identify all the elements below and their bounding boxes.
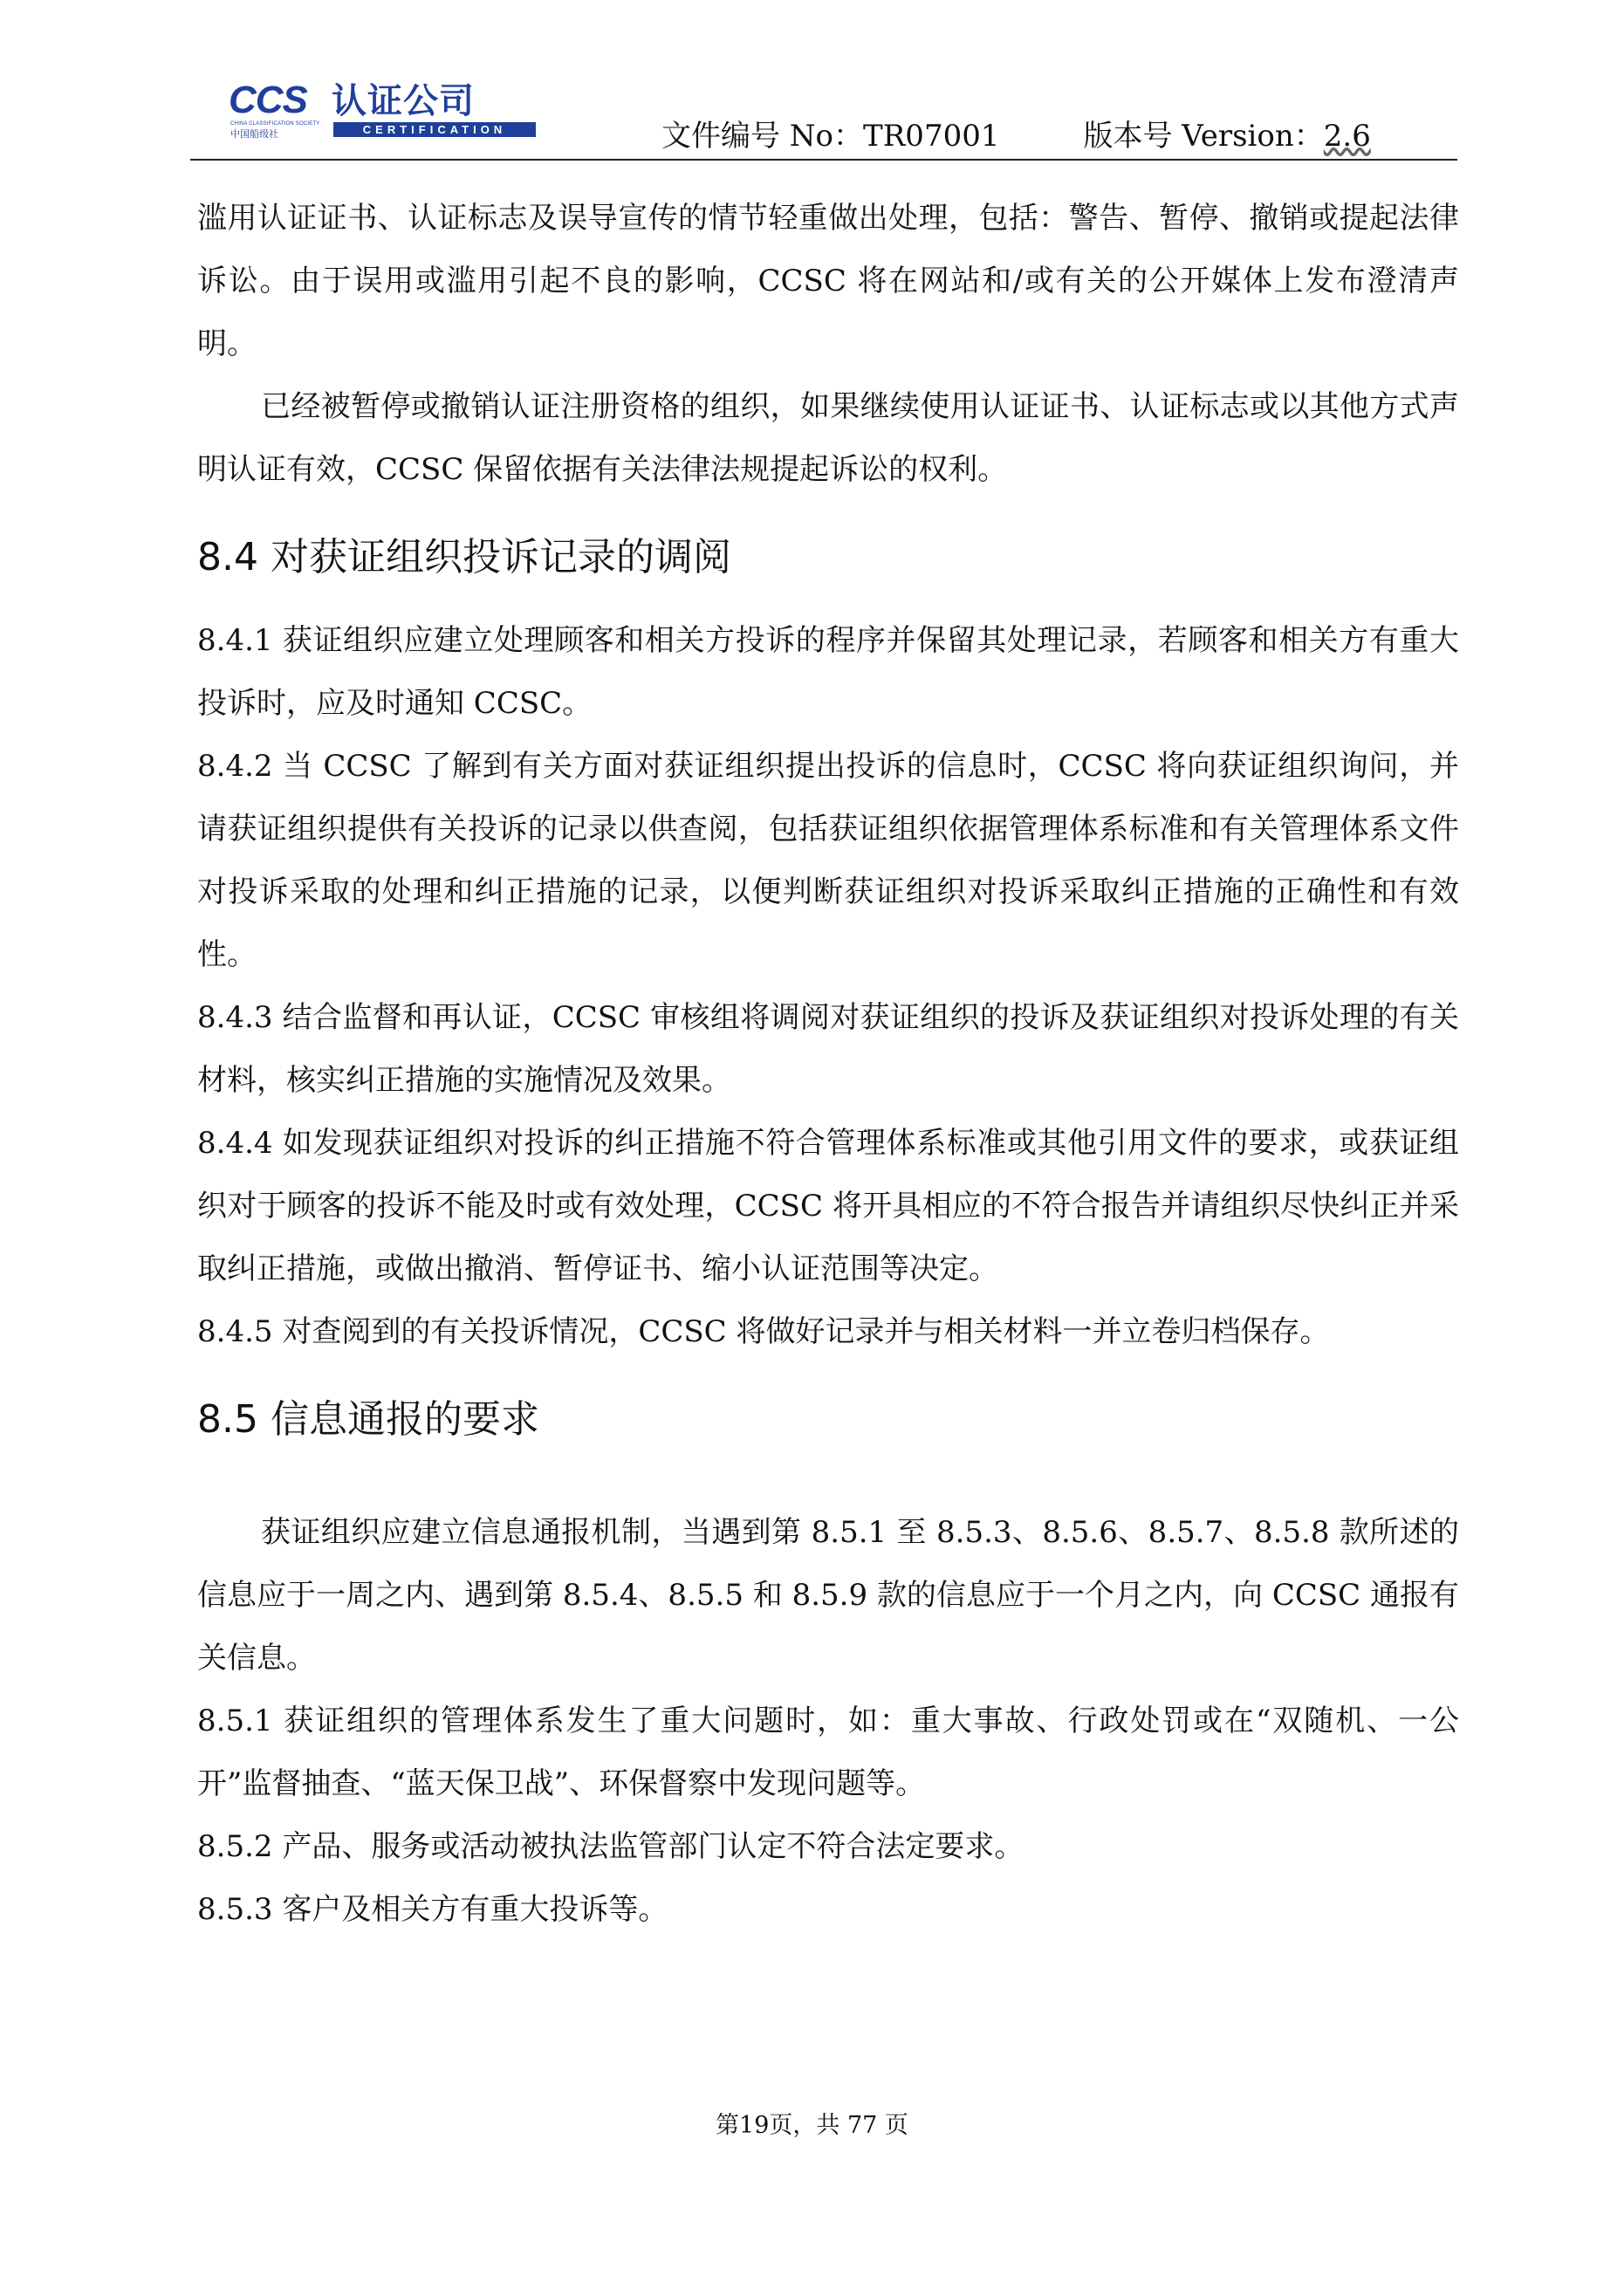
company-logo <box>229 80 538 143</box>
logo-certification-bar: CERTIFICATION <box>333 122 536 137</box>
logo-company-name: 认证公司 <box>332 81 475 121</box>
version-number: 2.6 <box>1323 119 1371 154</box>
document-body <box>197 187 1459 1941</box>
page-footer <box>0 2112 1624 2140</box>
clause-8-4-1: 8.4.1 获证组织应建立处理顾客和相关方投诉的程序并保留其处理记录，若顾客和相关方有重大投诉时，应及时通知 CCSC。 <box>197 623 1459 721</box>
section-8-5-intro: 获证组织应建立信息通报机制，当遇到第 8.5.1 至 8.5.3、8.5.6、8.5.7、8.5.8 款所述的信息应于一周之内、遇到第 8.5.4、8.5.5 和 8.5.9 款的信息应于一个月之内，向 CCSC 通报有关信息。 <box>197 1515 1459 1676</box>
doc-number: TR07001 <box>863 119 1000 154</box>
clause-8-4-4: 8.4.4 如发现获证组织对投诉的纠正措施不符合管理体系标准或其他引用文件的要求，或获证组织对于顾客的投诉不能及时或有效处理，CCSC 将开具相应的不符合报告并请组织尽快纠正并采取纠正措施，或做出撤消、暂停证书、缩小认证范围等决定。 <box>197 1126 1459 1286</box>
clause-8-4-2: 8.4.2 当 CCSC 了解到有关方面对获证组织提出投诉的信息时，CCSC 将向获证组织询问，并请获证组织提供有关投诉的记录以供查阅，包括获证组织依据管理体系标准和有关管理体系文件对投诉采取的处理和纠正措施的记录，以便判断获证组织对投诉采取纠正措施的正确性和有效性。 <box>197 749 1459 972</box>
clause-8-4-5: 8.4.5 对查阅到的有关投诉情况，CCSC 将做好记录并与相关材料一并立卷归档保存。 <box>197 1314 1330 1349</box>
logo-subline-cn: 中国船级社 <box>230 128 278 140</box>
clause-8-5-2: 8.5.2 产品、服务或活动被执法监管部门认定不符合法定要求。 <box>197 1829 1024 1864</box>
section-8-4-heading: 8.4 对获证组织投诉记录的调阅 <box>197 535 731 579</box>
logo-mark: CCS <box>229 79 307 121</box>
logo-subline-en: CHINA CLASSIFICATION SOCIETY <box>230 121 320 127</box>
paragraph-intro-2: 已经被暂停或撤销认证注册资格的组织，如果继续使用认证证书、认证标志或以其他方式声明认证有效，CCSC 保留依据有关法律法规提起诉讼的权利。 <box>197 389 1459 487</box>
clause-8-5-1: 8.5.1 获证组织的管理体系发生了重大问题时，如：重大事故、行政处罚或在“双随机、一公开”监督抽查、“蓝天保卫战”、环保督察中发现问题等。 <box>197 1704 1459 1801</box>
paragraph-intro-1: 滥用认证证书、认证标志及误导宣传的情节轻重做出处理，包括：警告、暂停、撤销或提起法律诉讼。由于误用或滥用引起不良的影响，CCSC 将在网站和/或有关的公开媒体上发布澄清声明。 <box>197 201 1459 361</box>
header-divider <box>190 159 1457 161</box>
document-meta <box>661 119 1371 154</box>
page-header <box>190 80 1457 161</box>
version-label: 版本号 Version： <box>1083 119 1324 154</box>
section-8-5-heading: 8.5 信息通报的要求 <box>197 1397 539 1442</box>
clause-8-5-3: 8.5.3 客户及相关方有重大投诉等。 <box>197 1892 668 1927</box>
page-number: 第19页，共 77 页 <box>716 2112 908 2139</box>
doc-number-label: 文件编号 No： <box>661 119 864 154</box>
clause-8-4-3: 8.4.3 结合监督和再认证，CCSC 审核组将调阅对获证组织的投诉及获证组织对投诉处理的有关材料，核实纠正措施的实施情况及效果。 <box>197 1000 1459 1098</box>
